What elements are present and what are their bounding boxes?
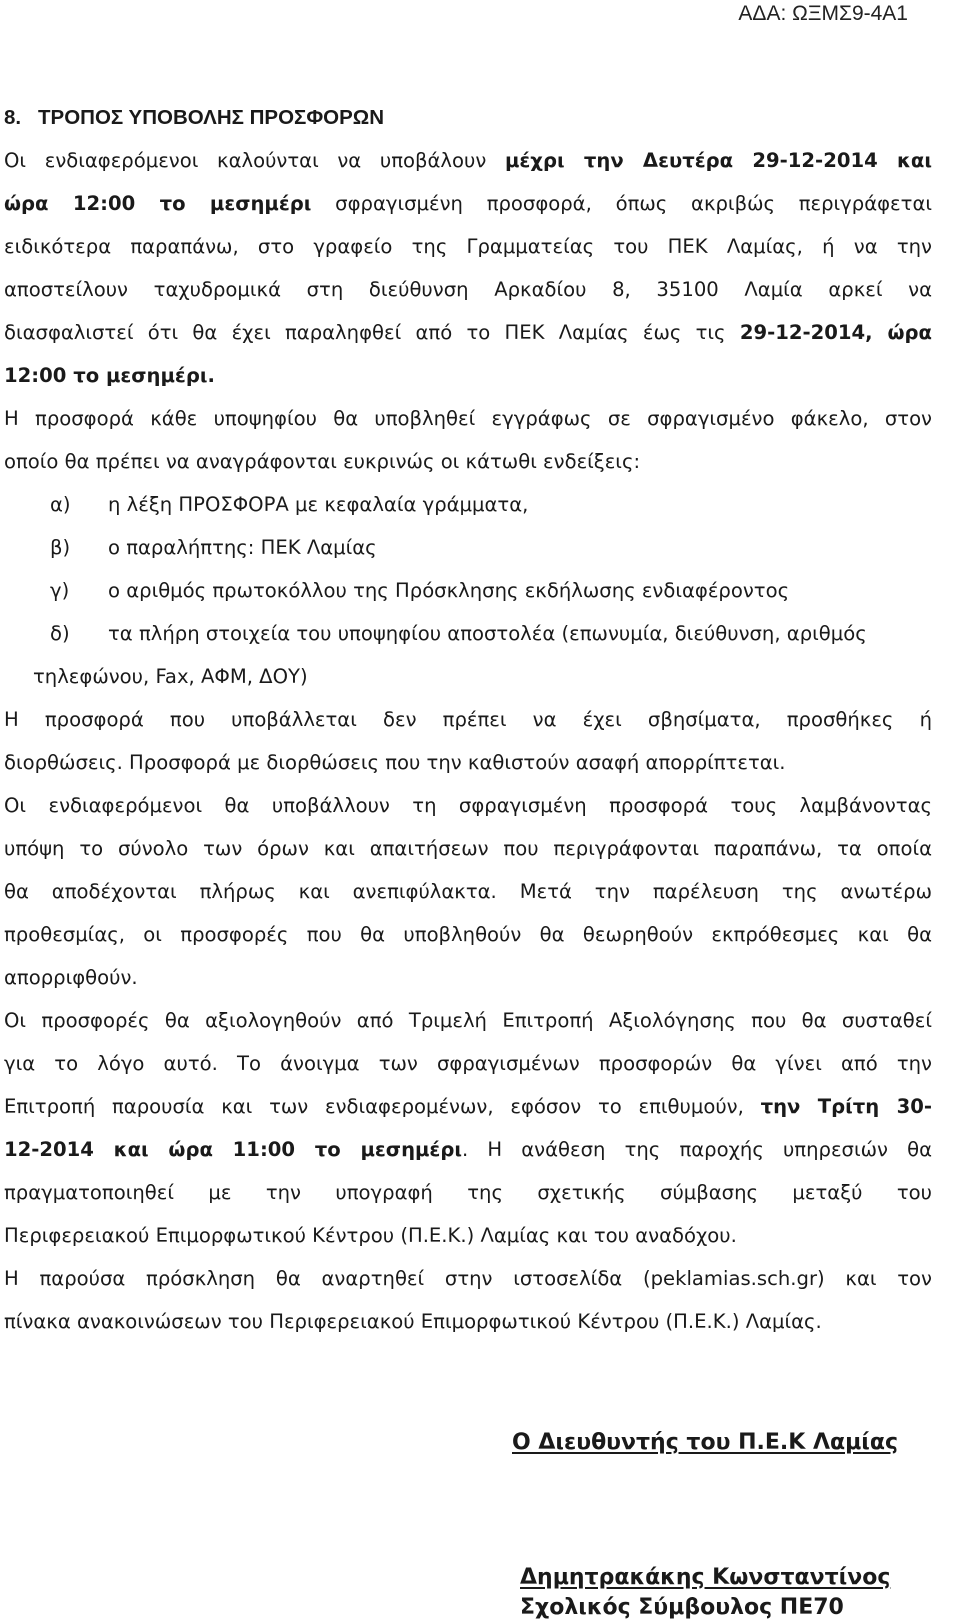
para3-line2: διορθώσεις. Προσφορά με διορθώσεις που την καθιστούν ασαφή απορρίπτεται. [4,751,786,774]
deadline-time-bold: ώρα 12:00 το μεσημέρι [4,192,312,215]
date-bold: 29-12-2014, ώρα [739,321,932,344]
list-text: η λέξη ΠΡΟΣΦΟΡΑ με κεφαλαία γράμματα, [108,493,529,516]
para1-line2 [4,182,932,225]
ada-code: ΑΔΑ: ΩΞΜΣ9-4Α1 [738,2,908,25]
para5-line2: για το λόγο αυτό. Το άνοιγμα των σφραγισμένων προσφορών θα γίνει από την [4,1052,932,1075]
para1-line1 [4,139,932,182]
signature-block [520,1563,890,1623]
text-span: . Η ανάθεση της παροχής υπηρεσιών θα [462,1138,932,1161]
list-item [4,483,932,526]
list-label: β) [50,536,71,559]
section-title: ΤΡΟΠΟΣ ΥΠΟΒΟΛΗΣ ΠΡΟΣΦΟΡΩΝ [38,106,385,129]
section-heading [4,96,932,139]
para6-line1: Η παρούσα πρόσκληση θα αναρτηθεί στην ιστοσελίδα (peklamias.sch.gr) και τον [4,1267,932,1290]
deadline-bold: μέχρι την Δευτέρα 29-12-2014 και [504,149,932,172]
list-label: γ) [50,579,70,602]
list-text: τα πλήρη στοιχεία του υποψηφίου αποστολέα (επωνυμία, διεύθυνση, αριθμός [108,622,867,645]
list-item [4,526,932,569]
para5-line5: πραγματοποιηθεί με την υπογραφή της σχετικής σύμβασης μεταξύ του [4,1181,932,1204]
para4-line4: προθεσμίας, οι προσφορές που θα υποβληθούν θα θεωρηθούν εκπρόθεσμες και θα [4,923,932,946]
para1-line3: ειδικότερα παραπάνω, στο γραφείο της Γραμματείας του ΠΕΚ Λαμίας, ή να την [4,235,932,258]
para5-line6: Περιφερειακού Επιμορφωτικού Κέντρου (Π.Ε.Κ.) Λαμίας και του αναδόχου. [4,1224,737,1247]
document-body [4,96,932,1343]
para1-line4: αποστείλουν ταχυδρομικά στη διεύθυνση Αρκαδίου 8, 35100 Λαμία αρκεί να [4,278,932,301]
text-span: Επιτροπή παρουσία και των ενδιαφερομένων, εφόσον το επιθυμούν, [4,1095,761,1118]
signature-title [512,1430,898,1455]
list-item-continuation: τηλεφώνου, Fax, ΑΦΜ, ΔΟΥ) [33,665,308,688]
list-item [4,569,932,612]
text-span: Οι ενδιαφερόμενοι καλούνται να υποβάλουν [4,149,505,172]
signature-title-text: Ο Διευθυντής του Π.Ε.Κ Λαμίας [512,1430,899,1455]
text-span: διασφαλιστεί ότι θα έχει παραληφθεί από το ΠΕΚ Λαμίας έως τις [4,321,740,344]
para6-line2: πίνακα ανακοινώσεων του Περιφερειακού Επιμορφωτικού Κέντρου (Π.Ε.Κ.) Λαμίας. [4,1310,822,1333]
section-number: 8. [4,106,22,129]
signatory-role: Σχολικός Σύμβουλος ΠΕ70 [520,1595,844,1620]
list-item [4,612,932,655]
list-label: δ) [50,622,70,645]
para5-line4 [4,1128,932,1171]
list-text: ο αριθμός πρωτοκόλλου της Πρόσκλησης εκδήλωσης ενδιαφέροντος [108,579,790,602]
para1-line5 [4,311,932,354]
opening-date-bold: την Τρίτη 30- [760,1095,932,1118]
para2-line1: Η προσφορά κάθε υποψηφίου θα υποβληθεί εγγράφως σε σφραγισμένο φάκελο, στον [4,407,932,430]
para4-line1: Οι ενδιαφερόμενοι θα υποβάλλουν τη σφραγισμένη προσφορά τους λαμβάνοντας [4,794,932,817]
text-span: σφραγισμένη προσφορά, όπως ακριβώς περιγράφεται [311,192,932,215]
para4-line5: απορριφθούν. [4,966,138,989]
opening-time-bold: 12-2014 και ώρα 11:00 το μεσημέρι [4,1138,462,1161]
para5-line1: Οι προσφορές θα αξιολογηθούν από Τριμελή Επιτροπή Αξιολόγησης που θα συσταθεί [4,1009,932,1032]
para3-line1: Η προσφορά που υποβάλλεται δεν πρέπει να έχει σβησίματα, προσθήκες ή [4,708,932,731]
time-bold: 12:00 το μεσημέρι. [4,364,215,387]
signatory-name: Δημητρακάκης Κωνσταντίνος [520,1565,891,1590]
list-text: ο παραλήπτης: ΠΕΚ Λαμίας [108,536,377,559]
list-label: α) [50,493,71,516]
para5-line3 [4,1085,932,1128]
para4-line2: υπόψη το σύνολο των όρων και απαιτήσεων που περιγράφονται παραπάνω, τα οποία [4,837,932,860]
para4-line3: θα αποδέχονται πλήρως και ανεπιφύλακτα. Μετά την παρέλευση της ανωτέρω [4,880,932,903]
para2-line2: οποίο θα πρέπει να αναγράφονται ευκρινώς οι κάτωθι ενδείξεις: [4,450,641,473]
para1-line6 [4,354,932,397]
